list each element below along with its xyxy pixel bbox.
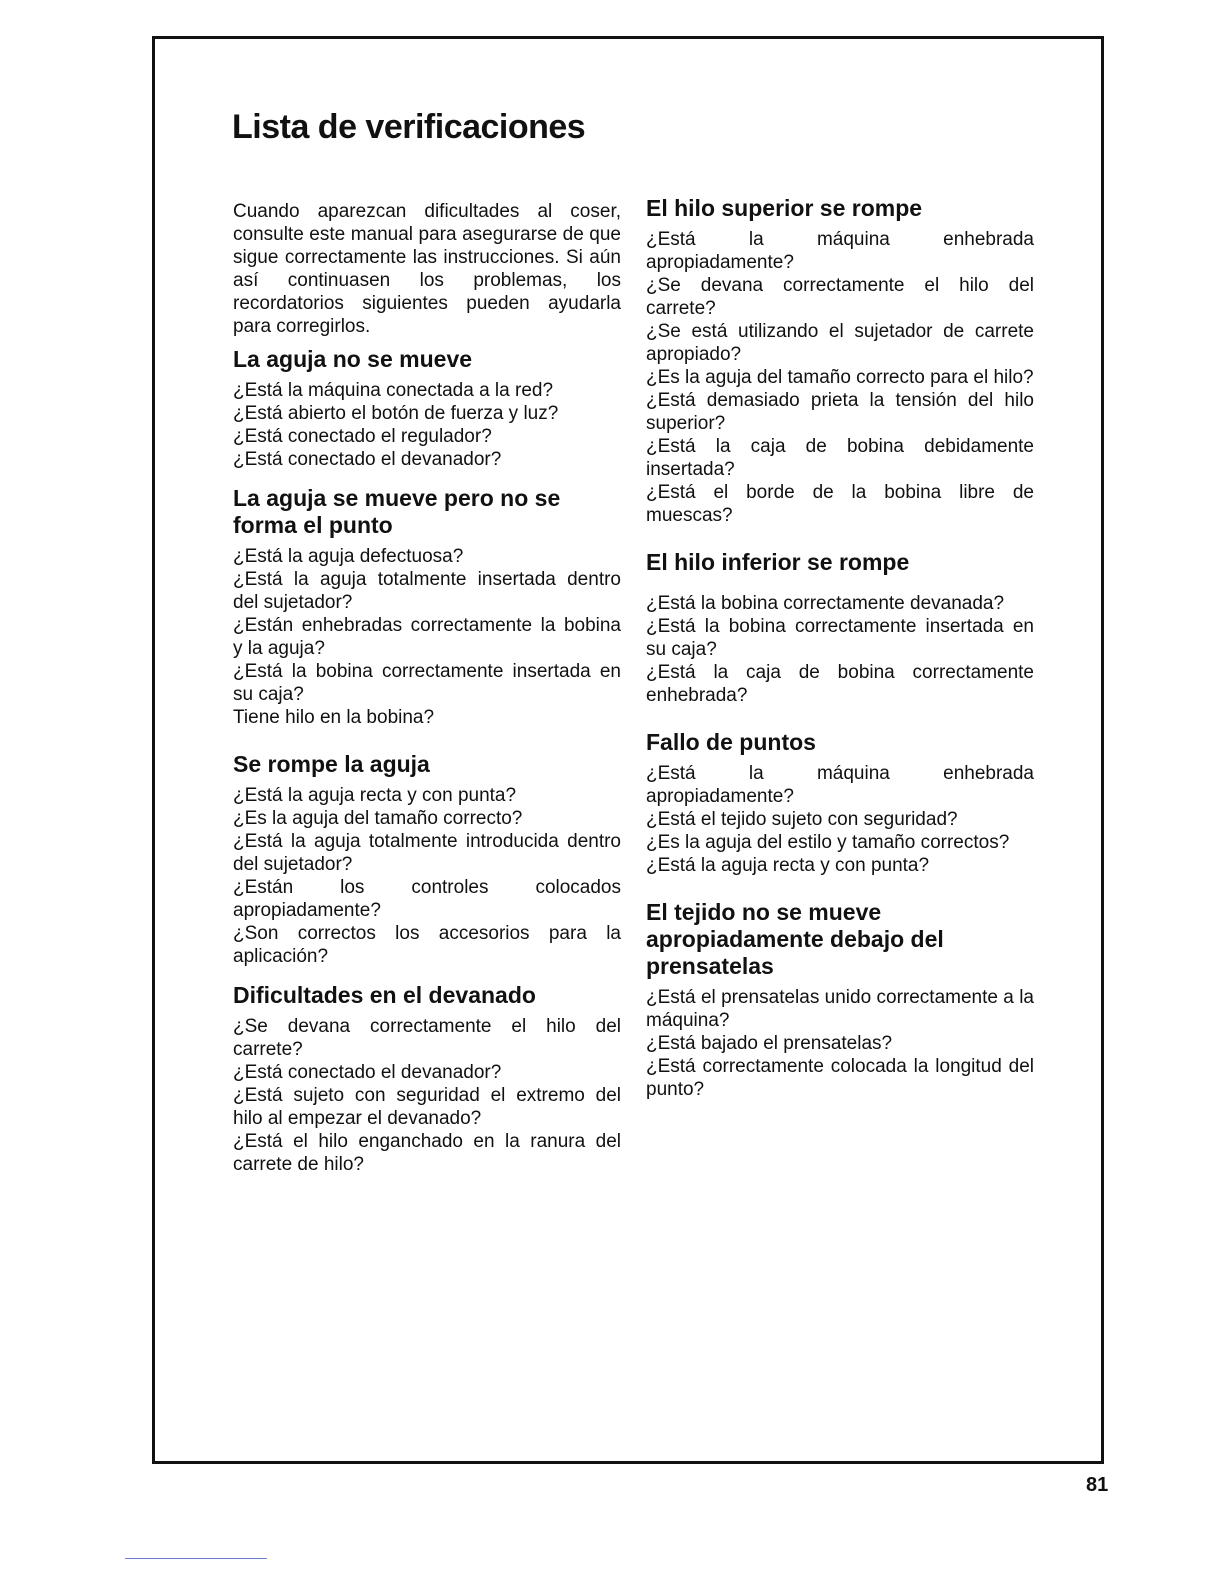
page-title: Lista de verificaciones: [232, 108, 586, 146]
section-title: El hilo superior se rompe: [646, 195, 923, 221]
checklist-item: ¿Es la aguja del tamaño correcto para el hilo?: [646, 367, 1034, 388]
checklist: [646, 228, 1034, 527]
intro-paragraph: Cuando aparezcan dificultades al coser, consulte este manual para asegurarse de que sigue correctamente las instrucciones. Si aún así continuasen los problemas, los recordatorios siguientes pueden ayudarla para corregirlos.: [233, 201, 621, 337]
checklist-item: ¿Está la máquina enhebrada apropiadamente?: [646, 763, 1034, 807]
section-title: Se rompe la aguja: [233, 751, 430, 777]
checklist-item: ¿Está la aguja totalmente introducida dentro del sujetador?: [233, 831, 621, 875]
section-upper-thread-breaks: [646, 195, 1034, 527]
checklist-item: ¿Está la bobina correctamente insertada en su caja?: [646, 616, 1034, 660]
checklist-item: ¿Es la aguja del tamaño correcto?: [233, 808, 523, 829]
checklist-item: ¿Está el hilo enganchado en la ranura del carrete de hilo?: [233, 1131, 621, 1175]
checklist-item: ¿Está la máquina conectada a la red?: [233, 380, 554, 401]
left-column: [233, 200, 621, 1176]
checklist-item: ¿Está demasiado prieta la tensión del hilo superior?: [646, 390, 1034, 434]
checklist-item: ¿Está la bobina correctamente insertada en su caja?: [233, 661, 621, 705]
section-title: La aguja se mueve pero no se forma el punto: [233, 485, 561, 538]
checklist-item: ¿Está la caja de bobina correctamente enhebrada?: [646, 662, 1034, 706]
checklist-item: ¿Está la aguja defectuosa?: [233, 546, 464, 567]
checklist-item: ¿Se devana correctamente el hilo del carrete?: [646, 275, 1034, 319]
checklist-item: ¿Está la bobina correctamente devanada?: [646, 593, 1005, 614]
checklist-item: ¿Están los controles colocados apropiadamente?: [233, 877, 621, 921]
checklist: [233, 379, 621, 471]
checklist-item: ¿Está el prensatelas unido correctamente a la máquina?: [646, 987, 1034, 1031]
section-skipped-stitches: [646, 729, 1034, 877]
section-needle-breaks: [233, 751, 621, 968]
checklist-item: ¿Son correctos los accesorios para la aplicación?: [233, 923, 621, 967]
checklist: [233, 1015, 621, 1176]
page-number: 81: [1086, 1474, 1109, 1496]
checklist-item: ¿Está sujeto con seguridad el extremo del hilo al empezar el devanado?: [233, 1085, 621, 1129]
checklist-item: ¿Está la caja de bobina debidamente insertada?: [646, 436, 1034, 480]
checklist: [233, 545, 621, 729]
checklist: [646, 762, 1034, 877]
checklist-item: ¿Está el borde de la bobina libre de muescas?: [646, 482, 1034, 526]
checklist-item: ¿Está conectado el regulador?: [233, 426, 492, 447]
section-title: El hilo inferior se rompe: [646, 549, 910, 575]
right-column: [646, 195, 1034, 1101]
checklist-item: ¿Está la aguja recta y con punta?: [233, 785, 517, 806]
checklist-item: ¿Está bajado el prensatelas?: [646, 1033, 893, 1054]
checklist-item: ¿Está la aguja recta y con punta?: [646, 855, 930, 876]
checklist: [646, 592, 1034, 707]
checklist-item: Tiene hilo en la bobina?: [233, 707, 435, 728]
checklist-item: ¿Está la máquina enhebrada apropiadamente?: [646, 229, 1034, 273]
section-title: La aguja no se mueve: [233, 346, 473, 372]
checklist-item: ¿Está conectado el devanador?: [233, 1062, 502, 1083]
checklist-item: ¿Se está utilizando el sujetador de carrete apropiado?: [646, 321, 1034, 365]
section-winding-difficulties: [233, 982, 621, 1176]
section-title: Dificultades en el devanado: [233, 982, 536, 1008]
checklist-item: ¿Está conectado el devanador?: [233, 449, 502, 470]
section-title: El tejido no se mueve apropiadamente debajo del prensatelas: [646, 899, 944, 979]
section-needle-moves-no-stitch: [233, 485, 621, 729]
edge-line-divider: [125, 1558, 267, 1559]
checklist-item: ¿Se devana correctamente el hilo del carrete?: [233, 1016, 621, 1060]
section-fabric-does-not-feed: [646, 899, 1034, 1101]
checklist: [646, 986, 1034, 1101]
checklist-item: ¿Es la aguja del estilo y tamaño correctos?: [646, 832, 1010, 853]
checklist-item: ¿Está el tejido sujeto con seguridad?: [646, 809, 958, 830]
section-needle-does-not-move: [233, 346, 621, 471]
checklist-item: ¿Está abierto el botón de fuerza y luz?: [233, 403, 559, 424]
checklist-item: ¿Está la aguja totalmente insertada dentro del sujetador?: [233, 569, 621, 613]
checklist-item: ¿Están enhebradas correctamente la bobina y la aguja?: [233, 615, 621, 659]
checklist: [233, 784, 621, 968]
section-lower-thread-breaks: [646, 549, 1034, 707]
checklist-item: ¿Está correctamente colocada la longitud del punto?: [646, 1056, 1034, 1100]
section-title: Fallo de puntos: [646, 729, 816, 755]
